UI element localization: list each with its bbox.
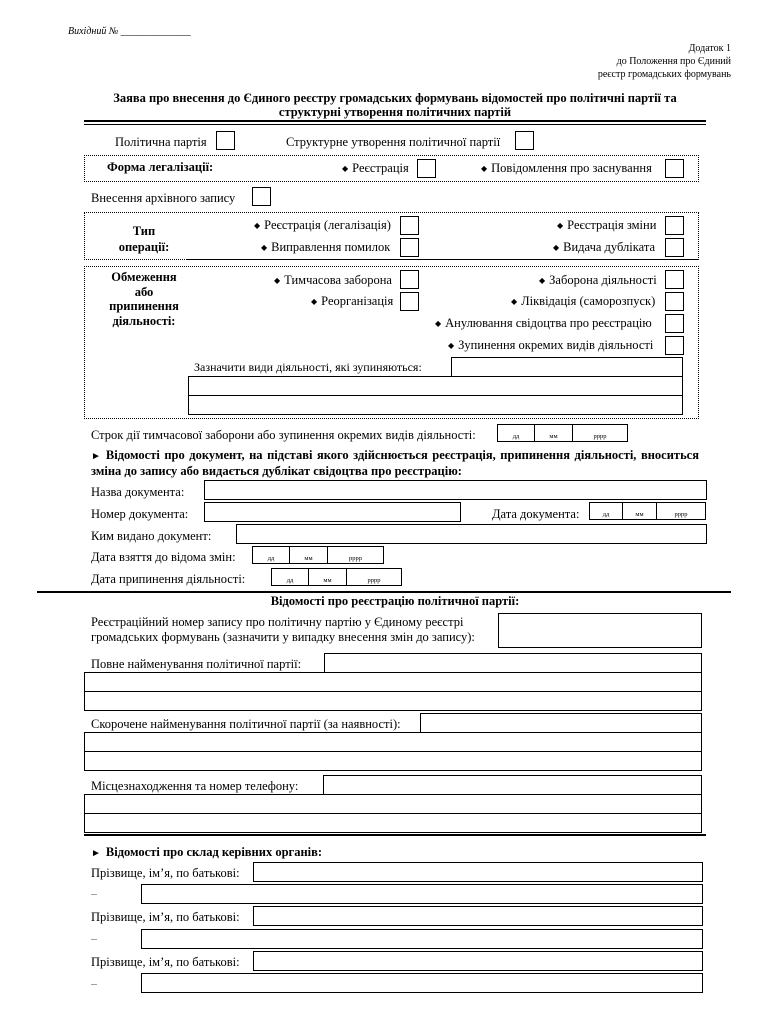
doc-date-label: Дата документа: — [492, 507, 580, 521]
person-detail-input[interactable] — [141, 884, 703, 904]
party-checkbox[interactable] — [216, 131, 235, 150]
taken-date-field[interactable] — [252, 546, 384, 564]
op-reg-legal-label: ◆ Реєстрація (легалізація) — [254, 218, 391, 233]
specify-input[interactable] — [451, 357, 683, 377]
continuation-mark: ... — [91, 888, 97, 897]
term-date-field[interactable] — [497, 424, 628, 442]
archive-label: Внесення архівного запису — [91, 191, 236, 205]
date-month-hint: мм — [323, 577, 332, 584]
date-month-cell — [535, 425, 573, 441]
specify-label: Зазначити види діяльності, які зупиняються: — [194, 360, 422, 374]
op-fix-errors-checkbox[interactable] — [400, 238, 419, 257]
continuation-mark: ... — [91, 933, 97, 942]
suspend-label: ◆ Зупинення окремих видів діяльності — [448, 338, 653, 353]
appendix-note — [598, 42, 731, 81]
restriction-label-line: Обмеження — [111, 270, 177, 284]
short-name-input-line[interactable] — [84, 732, 702, 752]
date-month-hint: мм — [304, 555, 313, 562]
doc-issuer-input[interactable] — [236, 524, 707, 544]
date-day-cell — [253, 547, 290, 563]
taken-date-label: Дата взяття до відома змін: — [91, 550, 236, 564]
section-rule — [84, 834, 706, 836]
restriction-label — [96, 270, 192, 328]
full-name-input-line[interactable] — [84, 672, 702, 692]
op-fix-errors-label: ◆ Виправлення помилок — [261, 240, 390, 255]
location-input-line[interactable] — [84, 813, 702, 833]
date-year-hint: рррр — [593, 433, 607, 440]
operation-label — [106, 223, 182, 255]
legalization-label: Форма легалізації: — [107, 160, 214, 174]
form-title — [84, 91, 706, 119]
liquidation-label: ◆ Ліквідація (саморозпуск) — [511, 294, 655, 309]
appendix-line: до Положення про Єдиний — [616, 56, 731, 67]
restriction-label-line: припинення — [109, 299, 179, 313]
date-day-cell — [272, 569, 309, 585]
date-year-hint: рррр — [349, 555, 362, 562]
annul-checkbox[interactable] — [665, 314, 684, 333]
location-input[interactable] — [323, 775, 702, 795]
date-year-cell — [347, 569, 401, 585]
date-month-cell — [309, 569, 347, 585]
date-day-cell — [498, 425, 535, 441]
person-detail-input[interactable] — [141, 973, 703, 993]
term-label: Строк дії тимчасової заборони або зупинення окремих видів діяльності: — [91, 428, 476, 442]
date-year-hint: рррр — [674, 511, 688, 518]
short-name-input[interactable] — [420, 713, 702, 733]
legalization-notification-checkbox[interactable] — [665, 159, 684, 178]
operation-label-line: Тип — [132, 224, 156, 238]
op-duplicate-label: ◆ Видача дубліката — [553, 240, 655, 255]
termination-date-field[interactable] — [271, 568, 402, 586]
location-label: Місцезнаходження та номер телефону: — [91, 779, 299, 793]
person-name-input[interactable] — [253, 906, 703, 926]
person-label: Прізвище, ім’я, по батькові: — [91, 955, 240, 969]
restriction-label-line: або — [134, 284, 154, 299]
reorg-label: ◆ Реорганізація — [311, 294, 393, 309]
location-input-line[interactable] — [84, 794, 702, 814]
date-day-hint: дд — [286, 577, 294, 584]
date-year-hint: рррр — [367, 577, 381, 584]
operation-label-line: операції: — [118, 240, 170, 254]
reg-number-label — [91, 615, 475, 645]
temp-ban-checkbox[interactable] — [400, 270, 419, 289]
doc-date-field[interactable] — [589, 502, 706, 520]
person-detail-input[interactable] — [141, 929, 703, 949]
structural-checkbox[interactable] — [515, 131, 534, 150]
suspend-checkbox[interactable] — [665, 336, 684, 355]
date-month-hint: мм — [635, 511, 644, 518]
date-day-hint: дд — [602, 511, 610, 518]
date-day-hint: дд — [512, 433, 520, 440]
doc-number-label: Номер документа: — [91, 507, 189, 521]
ban-label: ◆ Заборона діяльності — [539, 273, 657, 288]
doc-name-label: Назва документа: — [91, 485, 185, 499]
date-month-cell — [623, 503, 657, 519]
short-name-label: Скорочене найменування політичної партії (за наявності): — [91, 717, 401, 731]
operation-rule — [186, 259, 699, 260]
short-name-input-line[interactable] — [84, 751, 702, 771]
section-rule — [37, 591, 731, 593]
termination-date-label: Дата припинення діяльності: — [91, 572, 246, 586]
legalization-registration-checkbox[interactable] — [417, 159, 436, 178]
full-name-label: Повне найменування політичної партії: — [91, 657, 302, 671]
liquidation-checkbox[interactable] — [665, 292, 684, 311]
date-year-cell — [573, 425, 627, 441]
appendix-line: Додаток 1 — [688, 43, 731, 54]
full-name-input[interactable] — [324, 653, 702, 673]
specify-input-line[interactable] — [188, 376, 683, 396]
legalization-notification-label: ◆ Повідомлення про заснування — [481, 161, 652, 176]
specify-input-line[interactable] — [188, 395, 683, 415]
legalization-registration-label: ◆ Реєстрація — [342, 161, 409, 176]
title-rule — [84, 124, 706, 125]
op-reg-change-label: ◆ Реєстрація зміни — [557, 218, 656, 233]
doc-issuer-label: Ким видано документ: — [91, 529, 212, 543]
date-year-cell — [657, 503, 705, 519]
person-label: Прізвище, ім’я, по батькові: — [91, 866, 240, 880]
reg-number-input[interactable] — [498, 613, 702, 648]
title-line: Заява про внесення до Єдиного реєстру громадських формувань відомостей про політичні партії та — [113, 91, 677, 105]
doc-name-input[interactable] — [204, 480, 707, 500]
person-name-input[interactable] — [253, 862, 703, 882]
archive-checkbox[interactable] — [252, 187, 271, 206]
annul-label: ◆ Анулювання свідоцтва про реєстрацію — [435, 316, 652, 331]
op-reg-change-checkbox[interactable] — [665, 216, 684, 235]
date-day-cell — [590, 503, 623, 519]
full-name-input-line[interactable] — [84, 691, 702, 711]
ban-checkbox[interactable] — [665, 270, 684, 289]
reg-number-label-line: громадських формувань (зазначити у випадку внесення змін до запису): — [91, 630, 475, 644]
date-day-hint: дд — [267, 555, 275, 562]
temp-ban-label: ◆ Тимчасова заборона — [274, 273, 392, 288]
restriction-label-line: діяльності: — [112, 313, 176, 328]
date-year-cell — [328, 547, 383, 563]
reorg-checkbox[interactable] — [400, 292, 419, 311]
party-label: Політична партія — [115, 135, 207, 149]
appendix-line: реєстр громадських формувань — [597, 69, 731, 80]
governing-heading: ► Відомості про склад керівних органів: — [91, 845, 322, 860]
reg-number-label-line: Реєстраційний номер запису про політичну партію у Єдиному реєстрі — [91, 615, 464, 629]
op-reg-legal-checkbox[interactable] — [400, 216, 419, 235]
document-heading: ► Відомості про документ, на підставі якого здійснюється реєстрація, припинення діяльності, вноситься зміна до запису або видається дублікат свідоцтва про реєстрацію: — [91, 448, 699, 478]
doc-number-input[interactable] — [204, 502, 461, 522]
person-label: Прізвище, ім’я, по батькові: — [91, 910, 240, 924]
op-duplicate-checkbox[interactable] — [665, 238, 684, 257]
date-month-hint: мм — [549, 433, 558, 440]
title-rule — [84, 120, 706, 122]
person-name-input[interactable] — [253, 951, 703, 971]
continuation-mark: ... — [91, 978, 97, 987]
structural-label: Структурне утворення політичної партії — [286, 135, 501, 149]
date-month-cell — [290, 547, 328, 563]
registration-heading: Відомості про реєстрацію політичної партії: — [270, 594, 520, 608]
title-line: структурні утворення політичних партій — [278, 105, 512, 119]
outgoing-number: Вихідний № ______________ — [68, 26, 191, 37]
